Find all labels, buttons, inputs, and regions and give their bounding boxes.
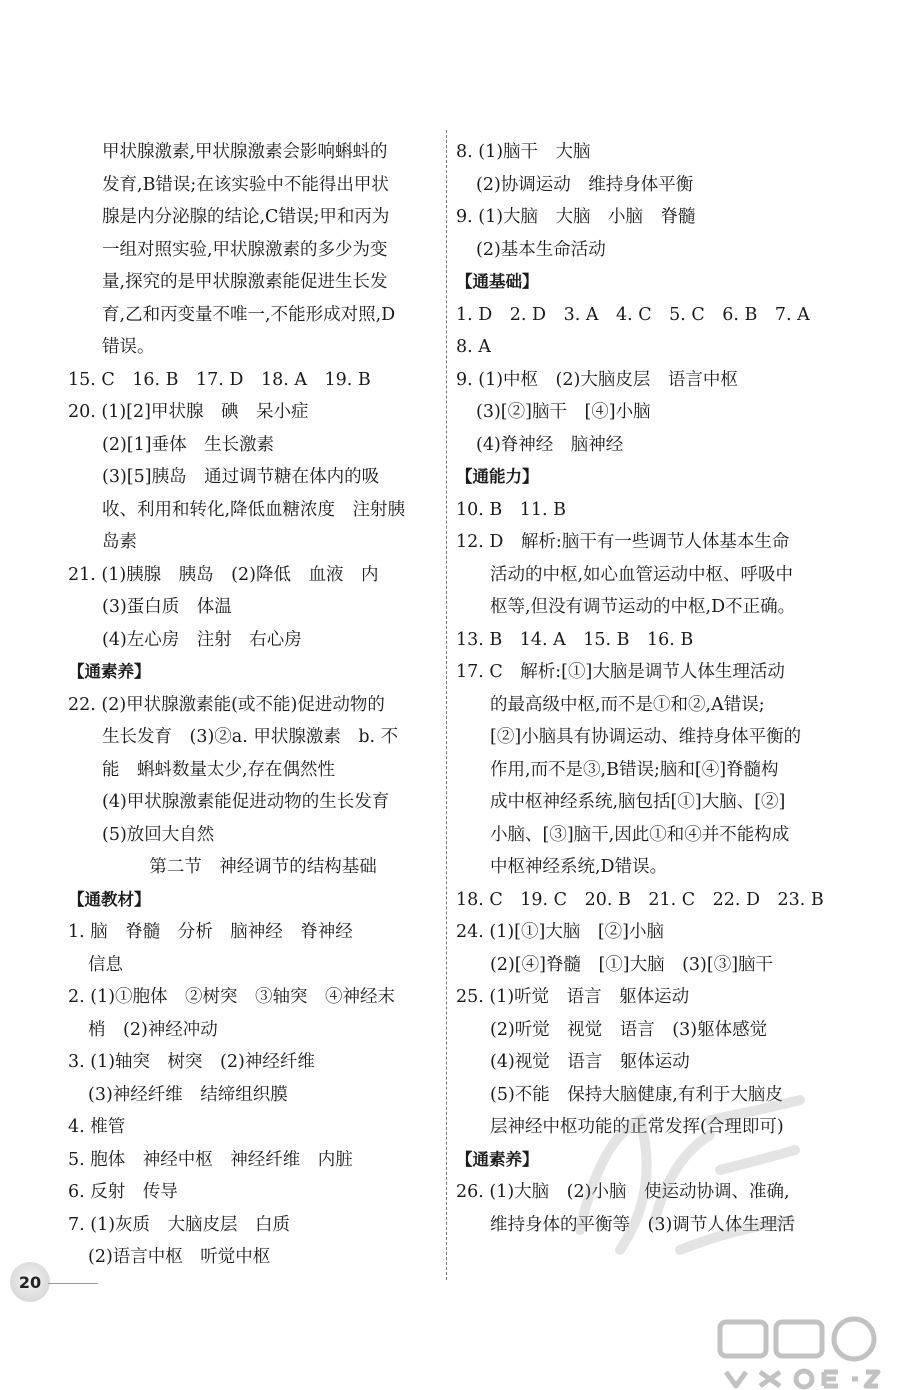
answer-line: 发育,B错误;在该实验中不能得出甲状 [102,174,389,195]
answer-line: 22. (2)甲状腺激素能(或不能)促进动物的 [68,694,385,715]
answer-line: 9. (1)大脑 大脑 小脑 脊髓 [456,207,696,227]
page-number-rule [48,1283,98,1284]
answer-line: 13. B 14. A 15. B 16. B [456,629,694,650]
section-heading: 【通素养】 [68,662,151,681]
answer-line: 1. 脑 脊髓 分析 脑神经 脊神经 [68,922,353,942]
answer-line: 17. C 解析:[①]大脑是调节人体生理活动 [456,662,785,682]
answer-line: 生长发育 (3)②a. 甲状腺激素 b. 不 [102,727,399,747]
answer-line: 12. D 解析:脑干有一些调节人体基本生命 [456,532,790,552]
answer-line: (3)神经纤维 结缔组织膜 [88,1084,288,1105]
section-title: 第二节 神经调节的结构基础 [149,857,377,877]
answer-line: 26. (1)大脑 (2)小脑 使运动协调、准确, [456,1182,790,1202]
answer-line: (2)[1]垂体 生长激素 [102,434,275,455]
answer-line: (2)基本生命活动 [476,239,606,260]
answer-line: (3)[②]脑干 [④]小脑 [476,402,651,422]
answer-line: (2)听觉 视觉 语言 (3)躯体感觉 [490,1019,768,1040]
answer-line: 甲状腺激素,甲状腺激素会影响蝌蚪的 [102,142,388,162]
left-column [68,136,440,1274]
answer-line: 维持身体的平衡等 (3)调节人体生理活 [490,1214,795,1235]
answer-line: (5)不能 保持大脑健康,有利于大脑皮 [490,1084,783,1105]
answer-line: (2)语言中枢 听觉中枢 [88,1247,271,1267]
answer-line: 活动的中枢,如心血管运动中枢、呼吸中 [490,564,794,585]
section-heading: 【通素养】 [456,1149,539,1169]
answer-line: 6. 反射 传导 [68,1182,178,1202]
answer-line: (5)放回大自然 [102,824,215,845]
answer-line: 2. (1)①胞体 ②树突 ③轴突 ④神经末 [68,987,396,1007]
answer-line: 育,乙和丙变量不唯一,不能形成对照,D [102,304,396,325]
section-heading: 【通能力】 [456,467,539,486]
answer-line: (4)甲状腺激素能促进动物的生长发育 [102,792,390,812]
answer-line: 层神经中枢功能的正常发挥(合理即可) [490,1117,784,1137]
answer-line: 21. (1)胰腺 胰岛 (2)降低 血液 内 [68,564,379,585]
answer-line: 4. 椎管 [68,1117,126,1137]
answer-line: (2)协调运动 维持身体平衡 [476,174,694,195]
answer-line: (3)蛋白质 体温 [102,597,232,617]
answer-line: 错误。 [102,337,155,357]
answer-line: (4)脊神经 脑神经 [476,434,624,455]
answer-line: 25. (1)听觉 语言 躯体运动 [456,987,690,1007]
answer-line: 岛素 [102,532,137,552]
watermark-site-icon [712,1316,897,1390]
answer-line: 收、利用和转化,降低血糖浓度 注射胰 [102,499,406,520]
answer-line: [②]小脑具有协调运动、维持身体平衡的 [490,727,802,747]
answer-line: 小脑、[③]脑干,因此①和④并不能构成 [490,824,790,845]
answer-line: 10. B 11. B [456,499,567,520]
answer-line: 24. (1)[①]大脑 [②]小脑 [456,922,664,942]
answer-line: 7. (1)灰质 大脑皮层 白质 [68,1214,291,1235]
answer-line: 信息 [88,954,123,975]
answer-line: 1. D 2. D 3. A 4. C 5. C 6. B 7. A [456,304,810,325]
answer-line: 18. C 19. C 20. B 21. C 22. D 23. B [456,889,824,910]
answer-line: 枢等,但没有调节运动的中枢,D不正确。 [490,597,796,617]
answer-line: 作用,而不是③,B错误;脑和[④]脊髓构 [490,759,779,780]
answer-line: 成中枢神经系统,脑包括[①]大脑、[②] [490,792,786,812]
page-number: 20 [10,1262,50,1302]
column-divider [446,130,447,1280]
answer-line: 9. (1)中枢 (2)大脑皮层 语言中枢 [456,369,738,390]
answer-line: (4)视觉 语言 躯体运动 [490,1052,690,1072]
answer-line: 一组对照实验,甲状腺激素的多少为变 [102,239,388,260]
section-heading: 【通基础】 [456,272,539,291]
answer-line: (2)[④]脊髓 [①]大脑 (3)[③]脑干 [490,954,774,975]
answer-line: 腺是内分泌腺的结论,C错误;甲和丙为 [102,207,390,227]
answer-line: (4)左心房 注射 右心房 [102,629,302,650]
answer-line: 8. (1)脑干 大脑 [456,142,591,162]
answer-line: 3. (1)轴突 树突 (2)神经纤维 [68,1052,315,1072]
answer-line: 8. A [456,337,491,357]
answer-line: 梢 (2)神经冲动 [88,1019,218,1040]
section-heading: 【通教材】 [68,889,151,909]
right-column [456,136,836,1241]
answer-line: 量,探究的是甲状腺激素能促进生长发 [102,272,388,292]
answer-line: 中枢神经系统,D错误。 [490,857,668,877]
answer-line: 20. (1)[2]甲状腺 碘 呆小症 [68,402,309,422]
answer-line: (3)[5]胰岛 通过调节糖在体内的吸 [102,467,380,487]
answer-line: 能 蝌蚪数量太少,存在偶然性 [102,759,336,780]
answer-line: 的最高级中枢,而不是①和②,A错误; [490,694,765,715]
answer-line: 5. 胞体 神经中枢 神经纤维 内脏 [68,1149,353,1170]
answer-line: 15. C 16. B 17. D 18. A 19. B [68,369,371,390]
